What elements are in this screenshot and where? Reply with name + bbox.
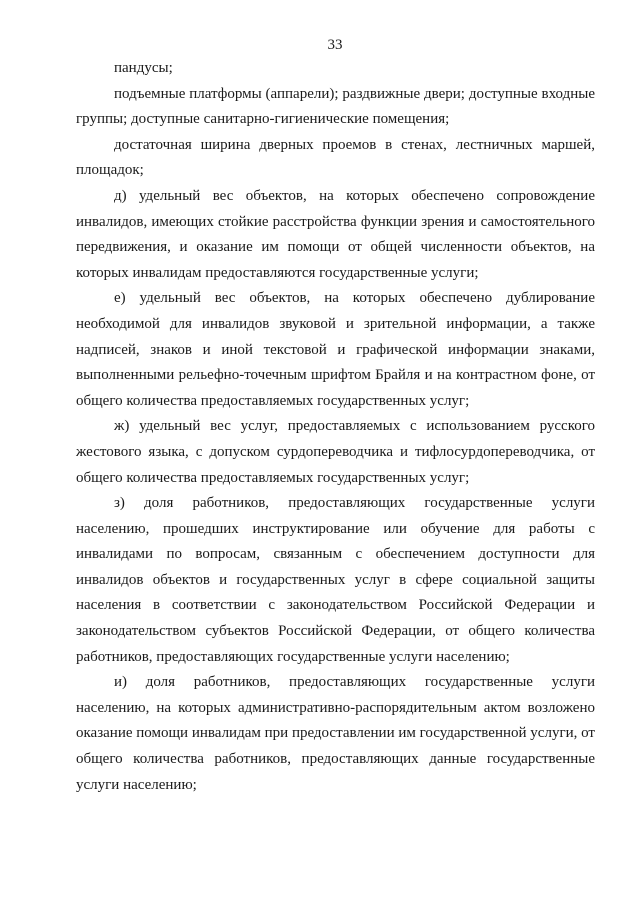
paragraph-ramps: пандусы; [114,60,173,76]
paragraph-item-i: и) доля работников, предоставляющих государственные услуги населению, на которых административно-распорядительным актом возложено оказание помощи инвалидам при предоставлении им государственной услуги, от общего количества работников, предоставляющих данные государственные услуги населению; [76,674,595,793]
paragraph-item-e: е) удельный вес объектов, на которых обеспечено дублирование необходимой для инвалидов звуковой и зрительной информации, а также надписей, знаков и иной текстовой и графической информации знаками, выполненными рельефно-точечным шрифтом Брайля и на контрастном фоне, от общего количества предоставляемых государственных услуг; [76,290,595,409]
paragraph-item-z: з) доля работников, предоставляющих государственные услуги населению, прошедших инструктирование или обучение для работы с инвалидами по вопросам, связанным с обеспечением доступности для инвалидов объектов и государственных услуг в сфере социальной защиты населения в соответствии с законодательством Российской Федерации и законодательством субъектов Российской Федерации, от общего количества работников, предоставляющих государственные услуги населению; [76,495,595,665]
paragraph-door-width: достаточная ширина дверных проемов в стенах, лестничных маршей, площадок; [76,136,595,179]
paragraph-platforms: подъемные платформы (аппарели); раздвижные двери; доступные входные группы; доступные санитарно-гигиенические помещения; [76,85,595,128]
paragraph-item-d: д) удельный вес объектов, на которых обеспечено сопровождение инвалидов, имеющих стойкие расстройства функции зрения и самостоятельного передвижения, и оказание им помощи от общей численности объектов, на которых инвалидам предоставляются государственные услуги; [76,187,595,281]
page-number: 33 [327,37,343,53]
document-body [76,56,595,798]
paragraph-item-zh: ж) удельный вес услуг, предоставляемых с использованием русского жестового языка, с допуском сурдопереводчика и тифлосурдопереводчика, от общего количества предоставляемых государственных услуг; [76,418,595,486]
